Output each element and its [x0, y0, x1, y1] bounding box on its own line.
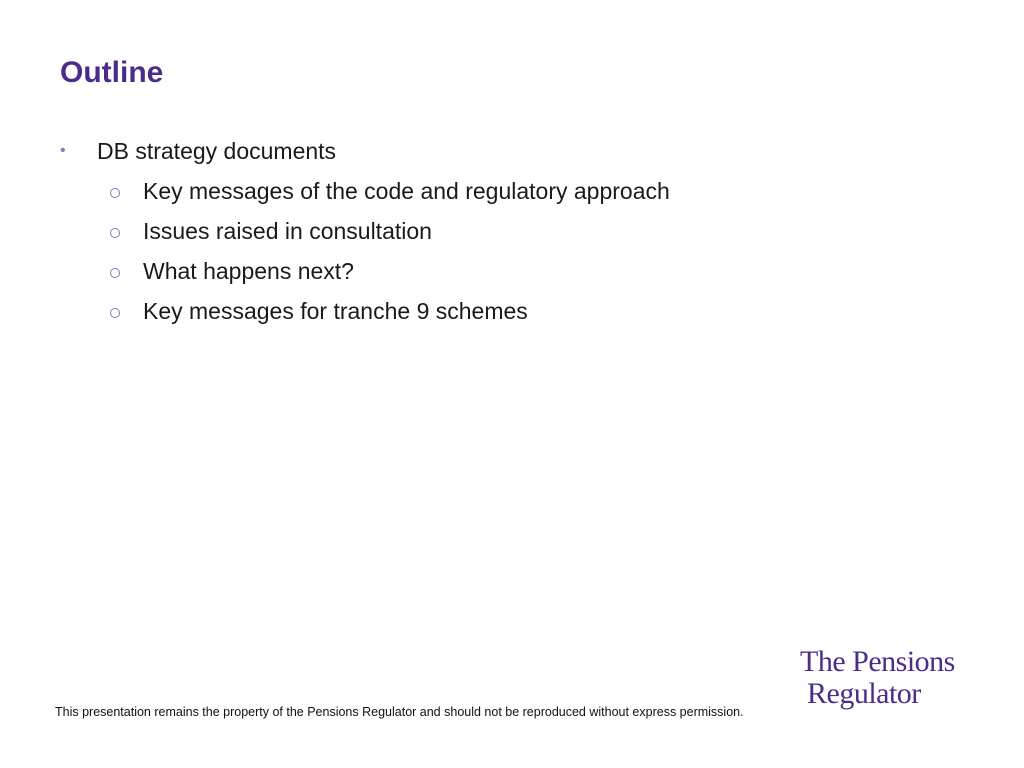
sub-bullet-item — [0, 254, 900, 288]
bullet-item — [0, 134, 900, 168]
footer-disclaimer: This presentation remains the property of the Pensions Regulator and should not be reproduced without express permission. — [55, 705, 744, 719]
sub-bullet-item — [0, 174, 900, 208]
bullet-text: DB strategy documents — [97, 138, 337, 164]
bullet-circle-icon — [110, 228, 120, 238]
sub-bullet-item — [0, 294, 900, 328]
sub-bullet-text: Key messages for tranche 9 schemes — [143, 298, 528, 324]
bullet-list — [0, 134, 900, 334]
logo-line-1: The Pensions — [800, 645, 955, 678]
bullet-circle-icon — [110, 188, 120, 198]
bullet-circle-icon — [110, 308, 120, 318]
bullet-dot-icon: • — [60, 142, 66, 159]
sub-bullet-text: Key messages of the code and regulatory approach — [143, 178, 670, 204]
slide-title: Outline — [60, 56, 164, 89]
bullet-circle-icon — [110, 268, 120, 278]
sub-bullet-item — [0, 214, 900, 248]
pensions-regulator-logo — [800, 646, 955, 710]
logo-line-2: Regulator — [807, 677, 921, 710]
sub-bullet-text: What happens next? — [143, 258, 354, 284]
sub-bullet-text: Issues raised in consultation — [143, 218, 432, 244]
